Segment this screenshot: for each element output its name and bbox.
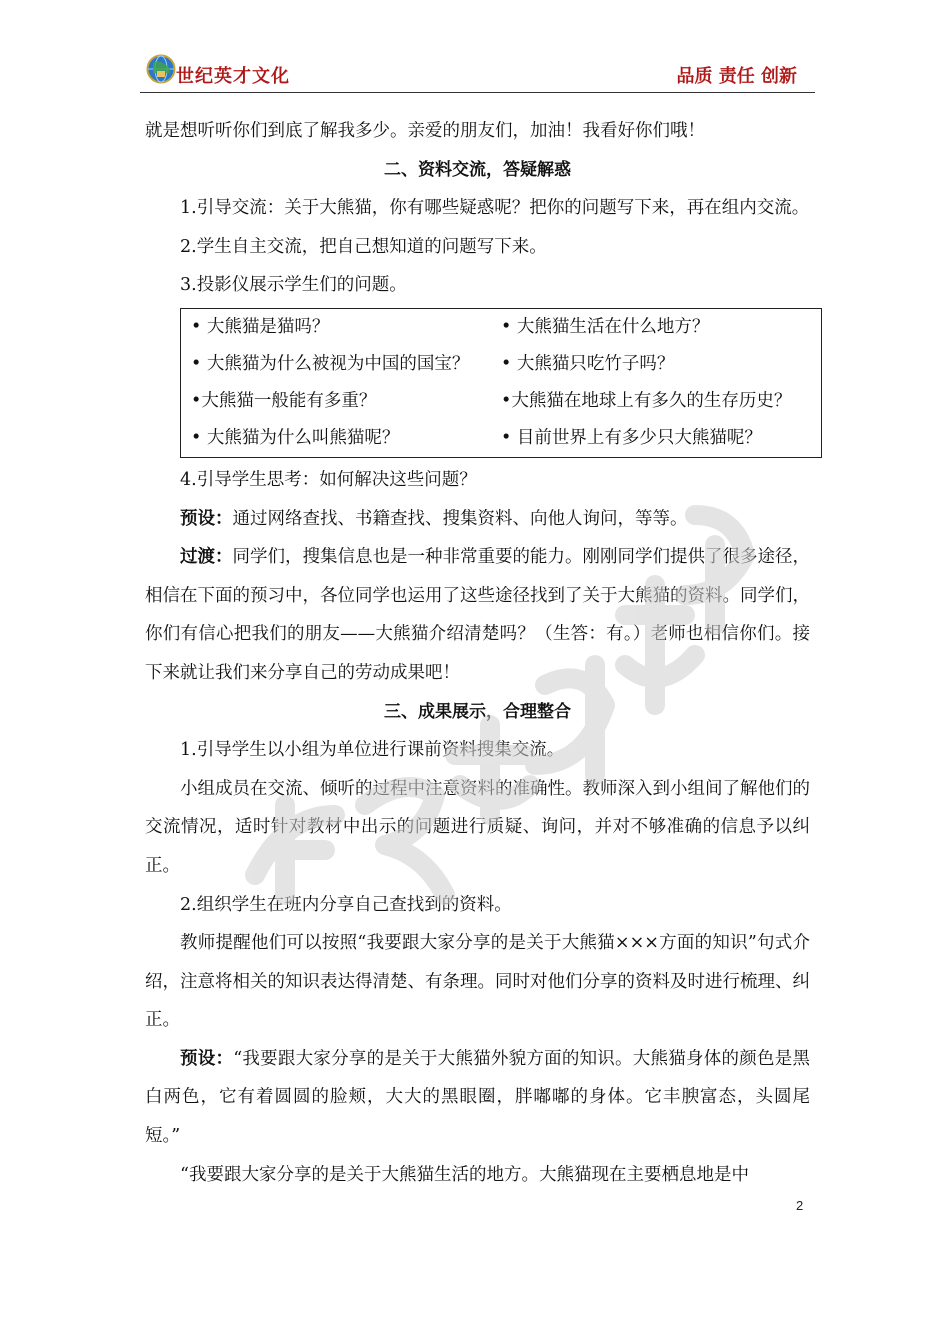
questions-box [180,308,822,458]
paragraph-preset-2 [145,1040,810,1156]
paragraph-step-3: 3.投影仪展示学生们的问题。 [180,275,407,296]
paragraph-step-3-2: 2.组织学生在班内分享自己查找到的资料。 [180,894,512,915]
preset-label: 预设： [180,1048,234,1069]
transition-label: 过渡： [180,547,233,568]
transition-text: 同学们，搜集信息也是一种非常重要的能力。刚刚同学们提供了很多途径，相信在下面的预习中，各位同学也运用了这些途径找到了关于大熊猫的资料。同学们，你们有信心把我们的朋友——大熊猫介绍清楚吗？（生答：有。）老师也相信你们。接下来就让我们来分享自己的劳动成果吧！ [145,547,810,683]
paragraph-teacher-note: 教师提醒他们可以按照“我要跟大家分享的是关于大熊猫×××方面的知识”句式介绍，注意将相关的知识表达得清楚、有条理。同时对他们分享的资料及时进行梳理、纠正。 [145,933,810,1031]
preset-text: “我要跟大家分享的是关于大熊猫外貌方面的知识。大熊猫身体的颜色是黑白两色，它有着圆圆的脸颊，大大的黑眼圈，胖嘟嘟的身体。它丰腴富态，头圆尾短。” [145,1048,810,1147]
question-item: • 大熊猫为什么叫熊猫呢？ [191,427,400,448]
question-item: • 大熊猫只吃竹子吗？ [501,353,675,374]
paragraph-step-4: 4.引导学生思考：如何解决这些问题？ [180,469,477,490]
preset-label: 预设： [180,508,233,529]
brand-name: 世纪英才文化 [176,66,290,87]
preset-text: 通过网络查找、书籍查找、搜集资料、向他人询问，等等。 [232,508,688,529]
question-item: •大熊猫在地球上有多久的生存历史？ [501,390,792,411]
page-number: 2 [796,1198,804,1213]
header-divider [140,92,815,93]
document-body [145,112,810,1194]
paragraph-step-3-1: 1.引导学生以小组为单位进行课前资料搜集交流。 [180,740,565,761]
paragraph-preset-1 [145,500,810,539]
paragraph-group-note: 小组成员在交流、倾听的过程中注意资料的准确性。教师深入到小组间了解他们的交流情况，适时针对教材中出示的问题进行质疑、询问，并对不够准确的信息予以纠正。 [145,778,810,876]
question-item: •大熊猫一般能有多重？ [191,390,377,411]
question-item: • 大熊猫生活在什么地方？ [501,316,710,337]
question-item: • 大熊猫是猫吗？ [191,316,330,337]
globe-logo-icon [146,54,176,84]
page-header [140,52,815,96]
paragraph-intro-end: 就是想听听你们到底了解我多少。亲爱的朋友们，加油！我看好你们哦！ [145,121,705,141]
paragraph-share-habitat: “我要跟大家分享的是关于大熊猫生活的地方。大熊猫现在主要栖息地是中 [180,1164,749,1185]
question-item: • 大熊猫为什么被视为中国的国宝？ [191,353,470,374]
paragraph-transition [145,538,810,692]
question-item: • 目前世界上有多少只大熊猫呢？ [501,427,762,448]
paragraph-step-1: 1.引导交流：关于大熊猫，你有哪些疑惑呢？把你的问题写下来，再在组内交流。 [180,198,810,219]
section-heading-2: 二、资料交流，答疑解惑 [384,159,571,180]
brand-slogan: 品质 责任 创新 [676,66,797,87]
section-heading-3: 三、成果展示，合理整合 [384,701,571,722]
paragraph-step-2: 2.学生自主交流，把自己想知道的问题写下来。 [180,236,547,257]
